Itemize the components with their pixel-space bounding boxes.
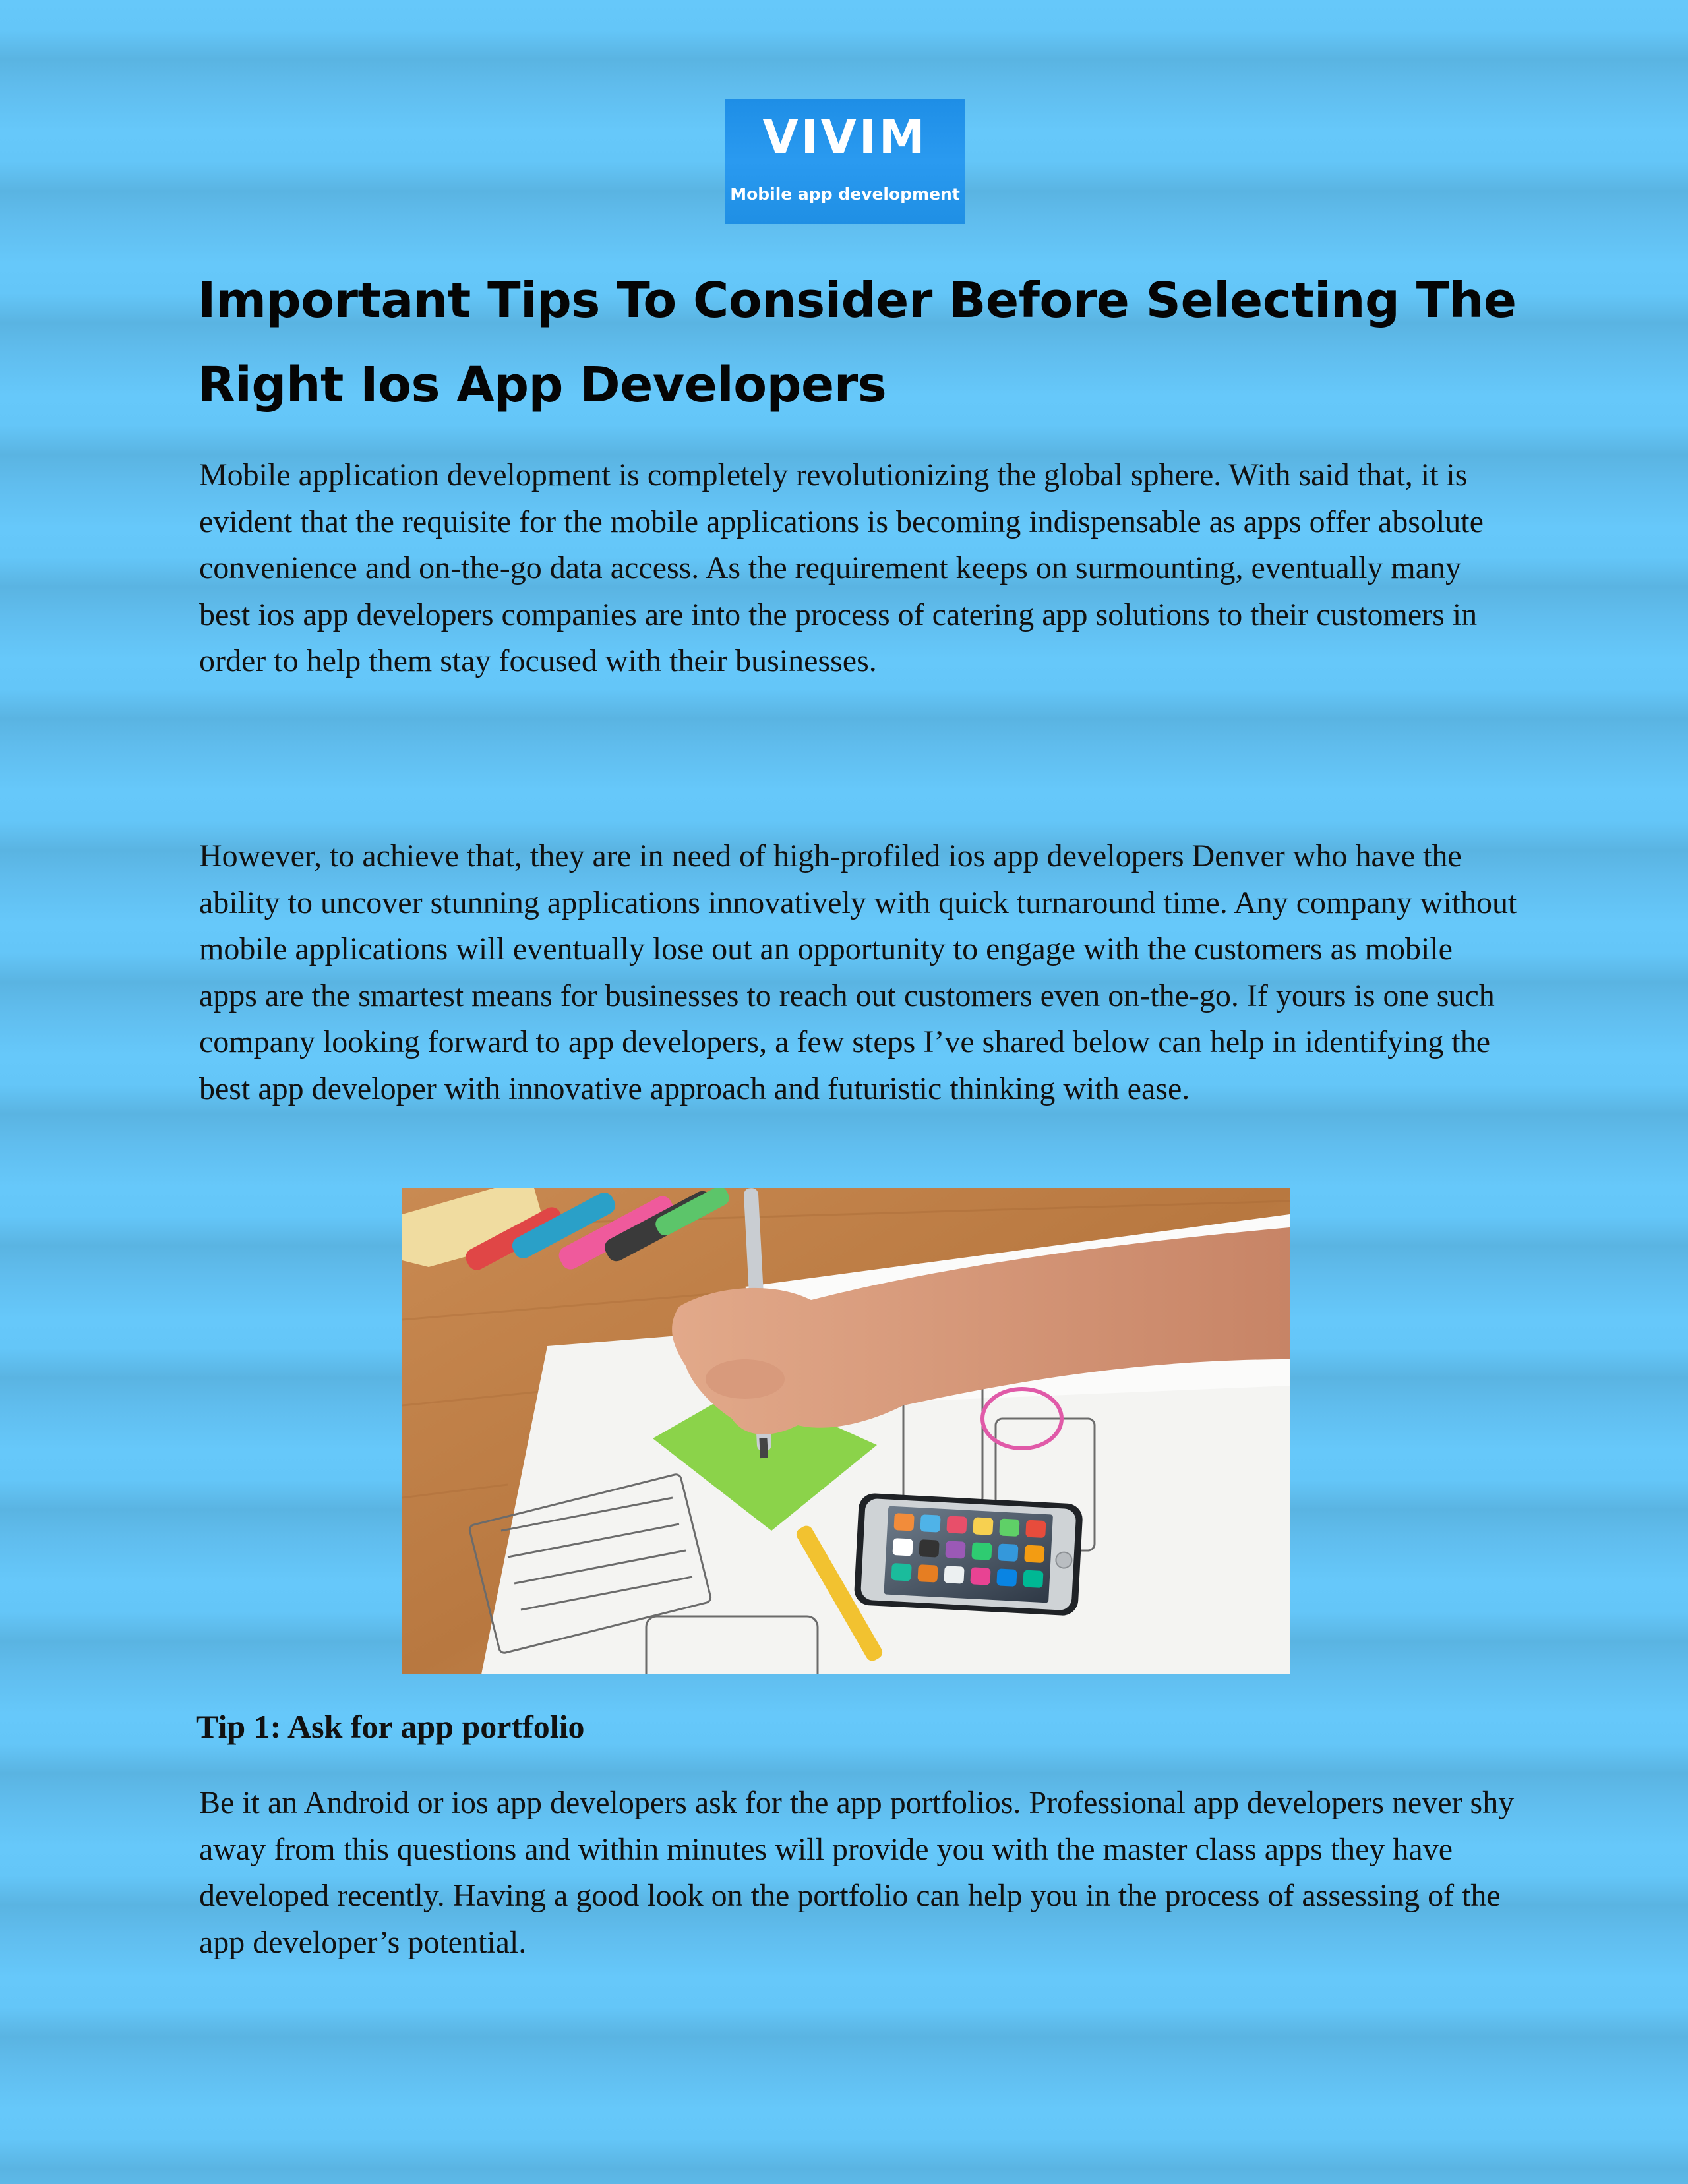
logo-word: VIVIM bbox=[762, 110, 928, 164]
tip-1-heading: Tip 1: Ask for app portfolio bbox=[196, 1708, 585, 1745]
tip-1-paragraph: Be it an Android or ios app developers ask for the app portfolios. Professional app developers never shy away from this questions and within minutes will provide you with the master class apps they have developed recently. Having a good look on the portfolio can help you in the process of assessing of the app developer’s potential. bbox=[199, 1785, 1515, 1960]
app-design-photo bbox=[402, 1188, 1290, 1674]
page-title bbox=[198, 258, 1517, 427]
title-line-2: Right Ios App Developers bbox=[198, 357, 887, 413]
body-paragraph: However, to achieve that, they are in need of high-profiled ios app developers Denver who have the ability to uncover stunning applications innovatively with quick turnaround time. Any company without mobile applications will eventually lose out an opportunity to engage with the customers as mobile apps are the smartest means for businesses to reach out customers even on-the-go. If yours is one such company looking forward to app developers, a few steps I’ve shared below can help in identifying the best app developer with innovative approach and futuristic thinking with ease. bbox=[199, 839, 1517, 1106]
vivim-logo bbox=[725, 99, 965, 224]
title-line-1: Important Tips To Consider Before Selecting The bbox=[198, 272, 1517, 329]
logo-tagline: Mobile app development bbox=[730, 185, 960, 204]
intro-paragraph: Mobile application development is completely revolutionizing the global sphere. With said that, it is evident that the requisite for the mobile applications is becoming indispensable as apps offer absolute convenience and on-the-go data access. As the requirement keeps on surmounting, eventually many best ios app developers companies are into the process of catering app solutions to their customers in order to help them stay focused with their businesses. bbox=[199, 457, 1484, 678]
